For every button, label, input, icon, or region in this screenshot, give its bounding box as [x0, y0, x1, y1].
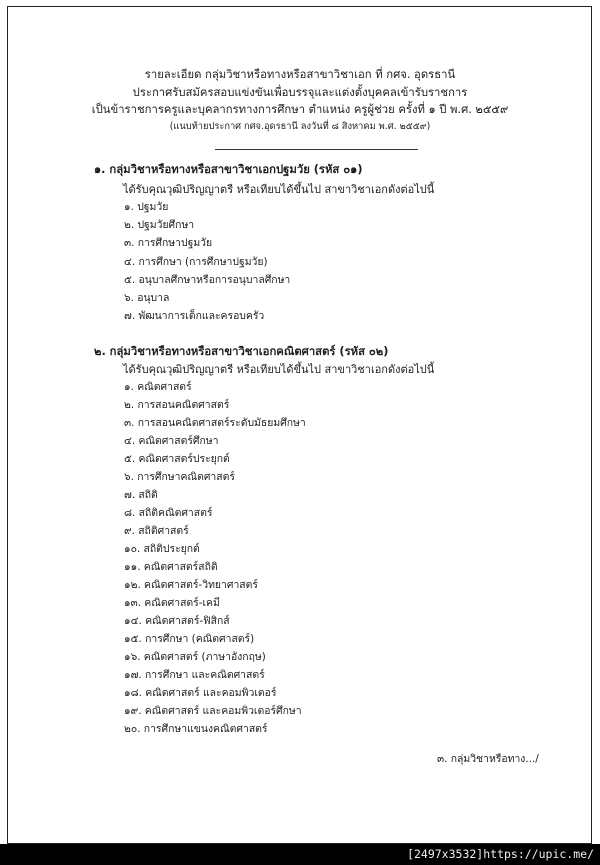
section-2-list-item: ๑๘. คณิตศาสตร์ และคอมพิวเตอร์ [124, 687, 277, 699]
header-divider [215, 149, 418, 150]
section-2-list-item: ๒๐. การศึกษาแขนงคณิตศาสตร์ [124, 723, 268, 735]
section-2-list-item: ๔. คณิตศาสตร์ศึกษา [124, 435, 219, 447]
section-2-list-item: ๒. การสอนคณิตศาสตร์ [124, 399, 230, 411]
section-2-list-item: ๖. การศึกษาคณิตศาสตร์ [124, 471, 235, 483]
section-1-list-item: ๔. การศึกษา (การศึกษาปฐมวัย) [124, 255, 268, 268]
section-1-title: ๑. กลุ่มวิชาหรือทางหรือสาขาวิชาเอกปฐมวัย (รหัส ๐๑) [94, 163, 363, 176]
section-2-list-item: ๑๔. คณิตศาสตร์-ฟิสิกส์ [124, 615, 230, 627]
header-line-4: (แนบท้ายประกาศ กศจ.อุดรธานี ลงวันที่ ๘ สิงหาคม พ.ศ. ๒๕๕๙) [169, 120, 431, 132]
section-2-list-item: ๑. คณิตศาสตร์ [124, 381, 192, 393]
section-2-list-item: ๕. คณิตศาสตร์ประยุกต์ [124, 453, 230, 465]
section-2-list-item: ๘. สถิติคณิตศาสตร์ [124, 507, 213, 519]
header-line-1: รายละเอียด กลุ่มวิชาหรือทางหรือสาขาวิชาเอก ที่ กศจ. อุดรธานี [144, 68, 456, 81]
section-2-list-item: ๑๒. คณิตศาสตร์-วิทยาศาสตร์ [124, 579, 258, 591]
section-1-list-item: ๖. อนุบาล [124, 292, 170, 304]
section-2-list-item: ๑๖. คณิตศาสตร์ (ภาษาอังกฤษ) [124, 651, 266, 663]
section-1-list-item: ๕. อนุบาลศึกษาหรือการอนุบาลศึกษา [124, 273, 291, 286]
section-2-list-item: ๑๗. การศึกษา และคณิตศาสตร์ [124, 669, 265, 681]
section-2-list-item: ๑๐. สถิติประยุกต์ [124, 543, 200, 555]
section-2-list-item: ๑๕. การศึกษา (คณิตศาสตร์) [124, 633, 255, 645]
section-2-list-item: ๗. สถิติ [124, 489, 158, 501]
section-1-list-item: ๑. ปฐมวัย [124, 201, 169, 213]
section-1-list-item: ๒. ปฐมวัยศึกษา [124, 219, 195, 232]
header-line-2: ประกาศรับสมัครสอบแข่งขันเพื่อบรรจุและแต่งตั้งบุคคลเข้ารับราชการ [132, 85, 468, 99]
section-2-list-item: ๓. การสอนคณิตศาสตร์ระดับมัธยมศึกษา [124, 417, 306, 429]
section-1-list-item: ๗. พัฒนาการเด็กและครอบครัว [124, 310, 265, 323]
header-line-3: เป็นข้าราชการครูและบุคลากรทางการศึกษา ตำแหน่ง ครูผู้ช่วย ครั้งที่ ๑ ปี พ.ศ. ๒๕๕๙ [91, 103, 509, 116]
section-1-intro: ได้รับคุณวุฒิปริญญาตรี หรือเทียบได้ขึ้นไป สาขาวิชาเอกดังต่อไปนี้ [123, 183, 435, 196]
section-2-intro: ได้รับคุณวุฒิปริญญาตรี หรือเทียบได้ขึ้นไป สาขาวิชาเอกดังต่อไปนี้ [123, 363, 435, 376]
document-header [0, 66, 600, 134]
section-2-list-item: ๑๓. คณิตศาสตร์-เคมี [124, 597, 220, 609]
section-2-list-item: ๑๙. คณิตศาสตร์ และคอมพิวเตอร์ศึกษา [124, 705, 302, 717]
watermark-bar: [2497x3532]https://upic.me/ [0, 844, 600, 865]
section-1-list-item: ๓. การศึกษาปฐมวัย [124, 237, 213, 250]
section-2-list-item: ๙. สถิติศาสตร์ [124, 525, 189, 537]
section-2-list-item: ๑๑. คณิตศาสตร์สถิติ [124, 561, 218, 573]
section-2-title: ๒. กลุ่มวิชาหรือทางหรือสาขาวิชาเอกคณิตศาสตร์ (รหัส ๐๒) [94, 345, 389, 358]
continuation-note: ๓. กลุ่มวิชาหรือทาง.../ [437, 753, 539, 765]
